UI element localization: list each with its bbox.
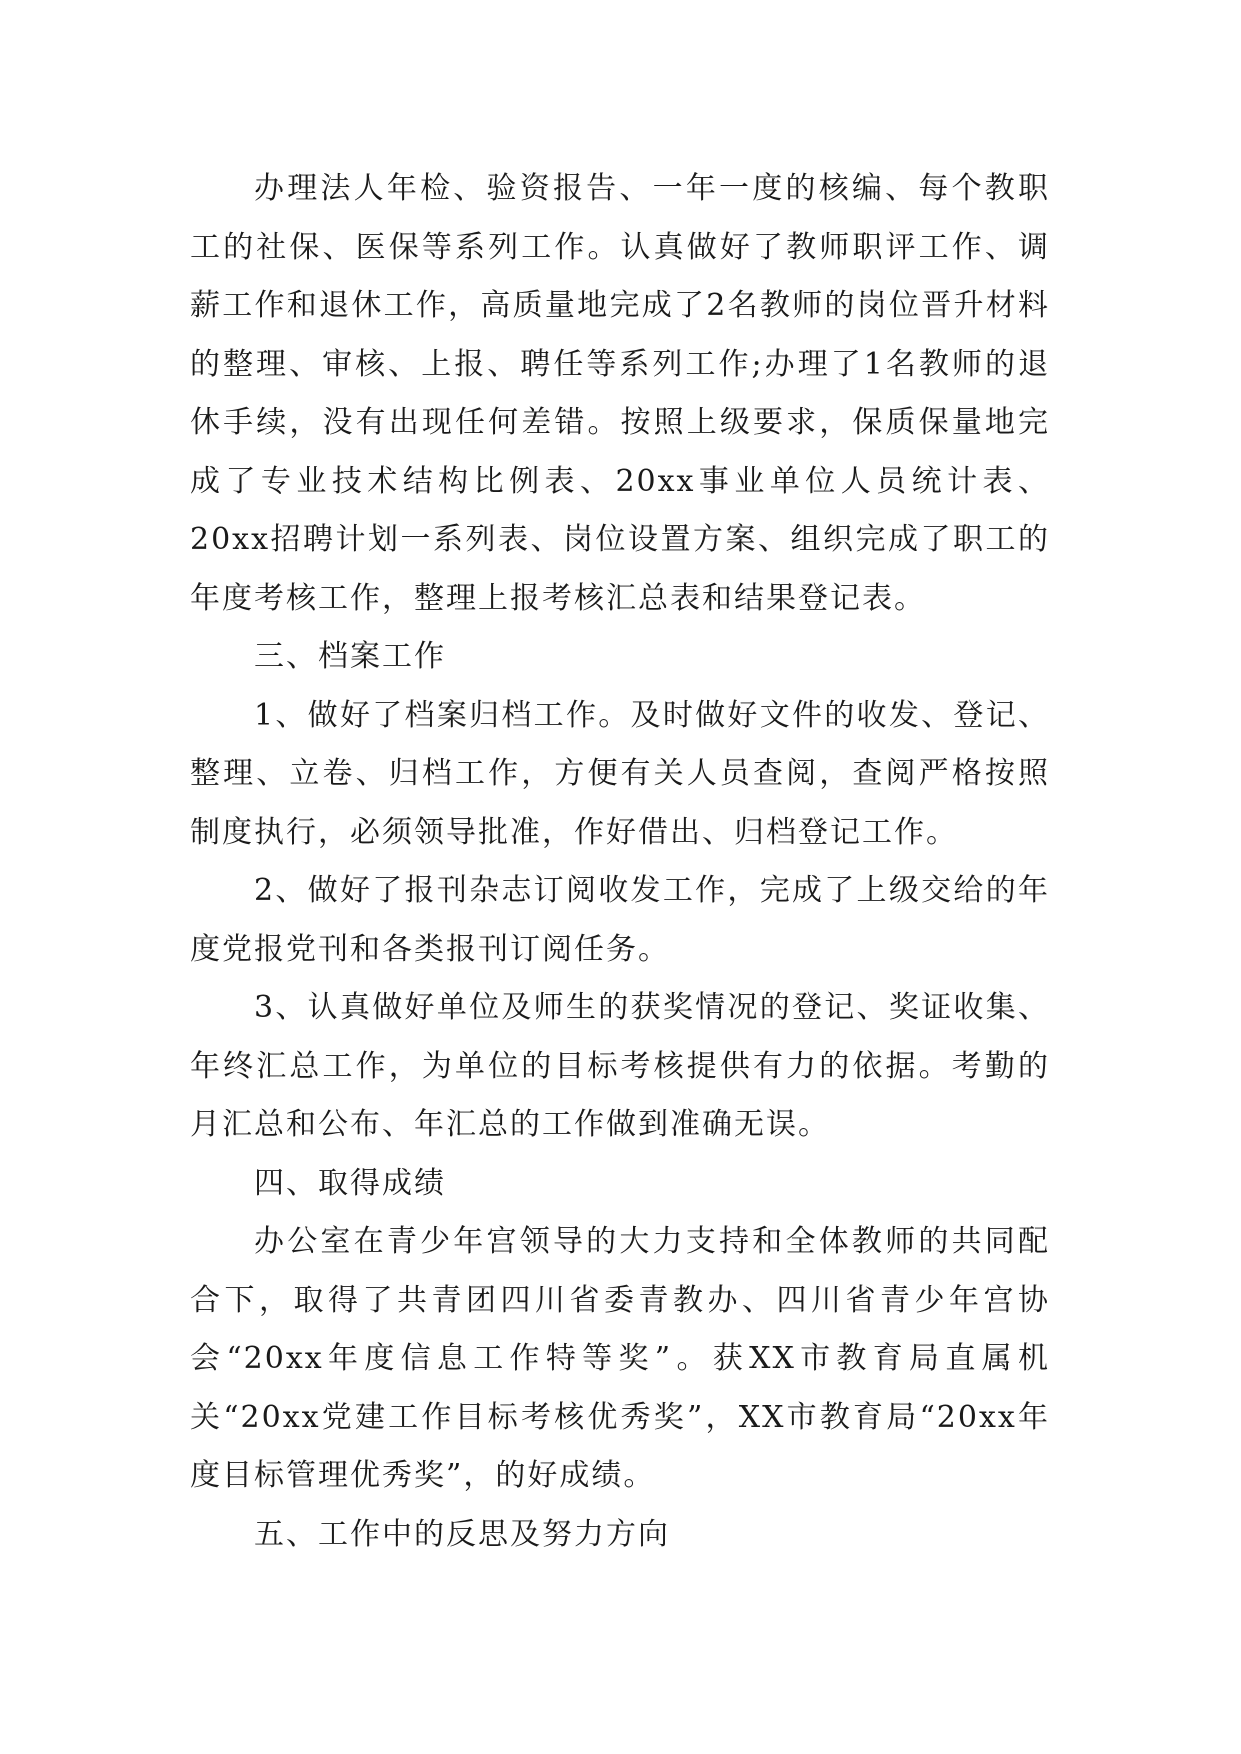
heading-reflection: 五、工作中的反思及努力方向 <box>254 1516 670 1552</box>
paragraph-archive-filing: 1、做好了档案归档工作。及时做好文件的收发、登记、整理、立卷、归档工作，方便有关人员查阅，查阅严格按照制度执行，必须领导批准，作好借出、归档登记工作。 <box>190 697 1050 850</box>
paragraph-personnel-work: 办理法人年检、验资报告、一年一度的核编、每个教职工的社保、医保等系列工作。认真做好了教师职评工作、调薪工作和退休工作，高质量地完成了2名教师的岗位晋升材料的整理、审核、上报、聘任等系列工作;办理了1名教师的退休手续，没有出现任何差错。按照上级要求，保质保量地完成了专业技术结构比例表、20xx事业单位人员统计表、20xx招聘计划一系列表、岗位设置方案、组织完成了职工的年度考核工作，整理上报考核汇总表和结果登记表。 <box>190 171 1050 616</box>
heading-achievements: 四、取得成绩 <box>254 1165 446 1201</box>
heading-archive-work: 三、档案工作 <box>254 639 446 674</box>
paragraph-award-registration: 3、认真做好单位及师生的获奖情况的登记、奖证收集、年终汇总工作，为单位的目标考核提供有力的依据。考勤的月汇总和公布、年汇总的工作做到准确无误。 <box>190 990 1050 1142</box>
paragraph-newspaper-subscription: 2、做好了报刊杂志订阅收发工作，完成了上级交给的年度党报党刊和各类报刊订阅任务。 <box>190 873 1050 967</box>
paragraph-achievements: 办公室在青少年宫领导的大力支持和全体教师的共同配合下，取得了共青团四川省委青教办、四川省青少年宫协会“20xx年度信息工作特等奖”。获XX市教育局直属机关“20xx党建工作目标考核优秀奖”，XX市教育局“20xx年度目标管理优秀奖”，的好成绩。 <box>190 1224 1050 1493</box>
document-body <box>190 160 1050 1564</box>
